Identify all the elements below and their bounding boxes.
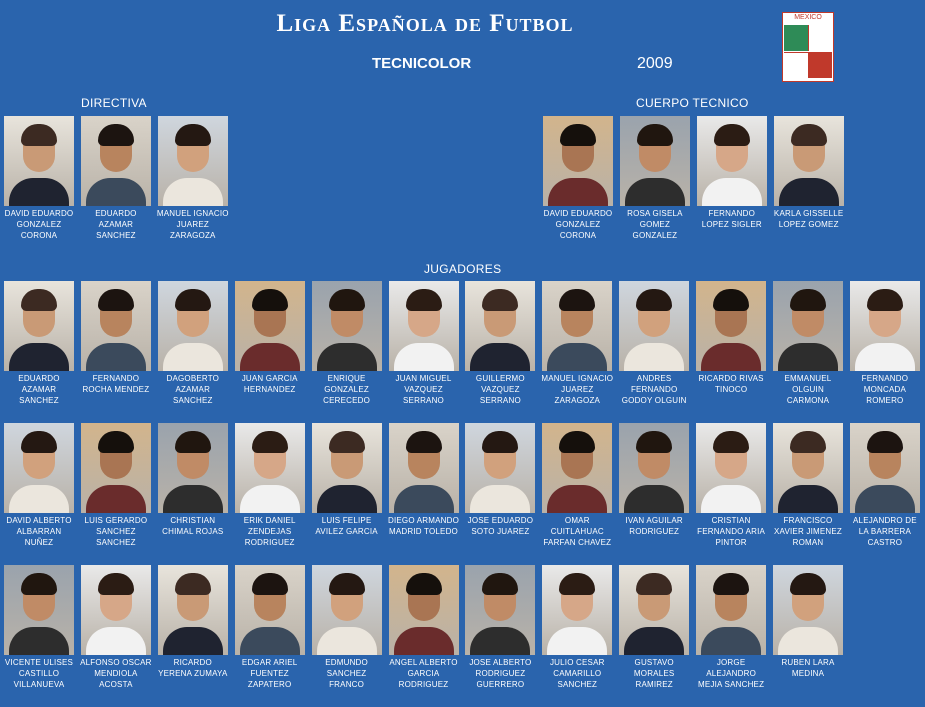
person-photo [81,281,151,371]
person-card [848,423,922,548]
person-photo [4,281,74,371]
person-photo [235,565,305,655]
team-name: TECNICOLOR [372,55,472,72]
person-photo [619,281,689,371]
person-name: FRANCISCO XAVIER JIMENEZ ROMAN [774,516,842,547]
person-photo [465,423,535,513]
person-photo [542,565,612,655]
person-photo [619,565,689,655]
person-card [540,423,614,548]
person-name: OMAR CUITLAHUAC FARFAN CHAVEZ [543,516,612,547]
person-card [463,281,537,406]
person-card [463,423,537,537]
person-photo [850,281,920,371]
person-name: MANUEL IGNACIO JUAREZ ZARAGOZA [541,374,614,405]
person-photo [542,423,612,513]
person-photo [235,423,305,513]
person-card [79,116,153,241]
person-photo [158,281,228,371]
person-photo [389,281,459,371]
person-photo [465,565,535,655]
person-name: FERNANDO MONCADA ROMERO [861,374,909,405]
person-card [771,565,845,679]
person-name: EDMUNDO SANCHEZ FRANCO [325,658,368,689]
person-card [387,423,461,537]
person-name: LUIS FELIPE AVILEZ GARCIA [315,516,378,536]
person-name: EMMANUEL OLGUIN CARMONA [784,374,832,405]
person-card [2,116,76,241]
person-card [540,565,614,690]
person-name: ALEJANDRO DE LA BARRERA CASTRO [853,516,917,547]
person-photo [696,565,766,655]
person-name: EDUARDO AZAMAR SANCHEZ [95,209,137,240]
person-photo [4,423,74,513]
person-photo [696,281,766,371]
person-name: JOSE ALBERTO RODRIGUEZ GUERRERO [469,658,532,689]
person-name: LUIS GERARDO SANCHEZ SANCHEZ [84,516,148,547]
person-photo [312,565,382,655]
person-photo [465,281,535,371]
person-card [694,423,768,548]
person-card [387,565,461,690]
person-card [310,423,384,537]
person-card [156,281,230,406]
person-photo [81,116,151,206]
person-photo [773,281,843,371]
person-card [695,116,769,230]
person-card [2,565,76,690]
section-directiva: DIRECTIVA [81,96,147,110]
person-name: JOSE EDUARDO SOTO JUAREZ [467,516,534,536]
person-card [387,281,461,406]
mexico-crest-logo [782,12,834,82]
person-name: JORGE ALEJANDRO MEJIA SANCHEZ [698,658,765,689]
person-photo [81,423,151,513]
person-photo [389,565,459,655]
person-name: DIEGO ARMANDO MADRID TOLEDO [387,516,460,536]
person-name: MANUEL IGNACIO JUAREZ ZARAGOZA [156,209,229,240]
person-photo [773,423,843,513]
person-name: DAGOBERTO AZAMAR SANCHEZ [166,374,220,405]
person-photo [773,565,843,655]
person-photo [543,116,613,206]
section-cuerpo-tecnico: CUERPO TECNICO [636,96,749,110]
person-name: ANGEL ALBERTO GARCIA RODRIGUEZ [389,658,458,689]
person-card [618,116,692,241]
person-card [617,565,691,690]
person-photo [312,281,382,371]
person-card [2,423,76,548]
person-name: KARLA GISSELLE LOPEZ GOMEZ [773,209,844,229]
person-name: RICARDO YERENA ZUMAYA [158,658,228,678]
person-photo [312,423,382,513]
person-name: FERNANDO ROCHA MENDEZ [82,374,150,394]
person-photo [774,116,844,206]
person-card [2,281,76,406]
person-card [233,281,307,395]
person-card [79,423,153,548]
person-name: DAVID EDUARDO GONZALEZ CORONA [543,209,613,240]
person-photo [158,565,228,655]
person-card [463,565,537,690]
person-card [848,281,922,406]
person-card [156,423,230,537]
person-name: EDGAR ARIEL FUENTEZ ZAPATERO [241,658,298,689]
person-photo [542,281,612,371]
person-name: EDUARDO AZAMAR SANCHEZ [18,374,60,405]
crest-label: MEXICO [794,14,822,21]
person-name: FERNANDO LOPEZ SIGLER [701,209,762,229]
person-card [772,116,846,230]
person-name: JUAN GARCIA HERNANDEZ [241,374,298,394]
person-name: IVAN AGUILAR RODRIGUEZ [625,516,683,536]
section-jugadores: JUGADORES [424,262,502,276]
person-name: ENRIQUE GONZALEZ CERECEDO [323,374,371,405]
person-photo [158,423,228,513]
person-photo [389,423,459,513]
person-card [771,423,845,548]
person-name: GUSTAVO MORALES RAMIREZ [633,658,675,689]
person-card [79,565,153,690]
person-name: VICENTE ULISES CASTILLO VILLANUEVA [4,658,74,689]
person-card [156,565,230,679]
person-card [541,116,615,241]
person-name: CRISTIAN FERNANDO ARIA PINTOR [697,516,766,547]
person-photo [620,116,690,206]
person-name: RUBEN LARA MEDINA [781,658,835,678]
person-photo [619,423,689,513]
person-photo [696,423,766,513]
person-name: RICARDO RIVAS TINOCO [698,374,764,394]
person-photo [697,116,767,206]
person-photo [4,565,74,655]
person-card [233,423,307,548]
person-name: JUAN MIGUEL VAZQUEZ SERRANO [395,374,452,405]
person-photo [4,116,74,206]
person-name: ERIK DANIEL ZENDEJAS RODRIGUEZ [243,516,296,547]
person-card [617,281,691,406]
person-name: JULIO CESAR CAMARILLO SANCHEZ [549,658,605,689]
season-year: 2009 [637,55,673,72]
person-photo [235,281,305,371]
person-name: ROSA GISELA GOMEZ GONZALEZ [627,209,683,240]
person-card [310,565,384,690]
person-card [694,281,768,395]
person-photo [81,565,151,655]
person-card [694,565,768,690]
person-card [233,565,307,690]
person-name: DAVID EDUARDO GONZALEZ CORONA [4,209,74,240]
person-card [617,423,691,537]
person-photo [158,116,228,206]
person-card [156,116,230,241]
person-photo [850,423,920,513]
person-name: ALFONSO OSCAR MENDIOLA ACOSTA [80,658,152,689]
person-name: DAVID ALBERTO ALBARRAN NUÑEZ [6,516,72,547]
person-card [540,281,614,406]
person-card [79,281,153,395]
person-card [771,281,845,406]
page-title: Liga Española de Futbol [276,10,574,37]
person-card [310,281,384,406]
person-name: GUILLERMO VAZQUEZ SERRANO [475,374,525,405]
person-name: ANDRES FERNANDO GODOY OLGUIN [621,374,687,405]
person-name: CHRISTIAN CHIMAL ROJAS [162,516,224,536]
